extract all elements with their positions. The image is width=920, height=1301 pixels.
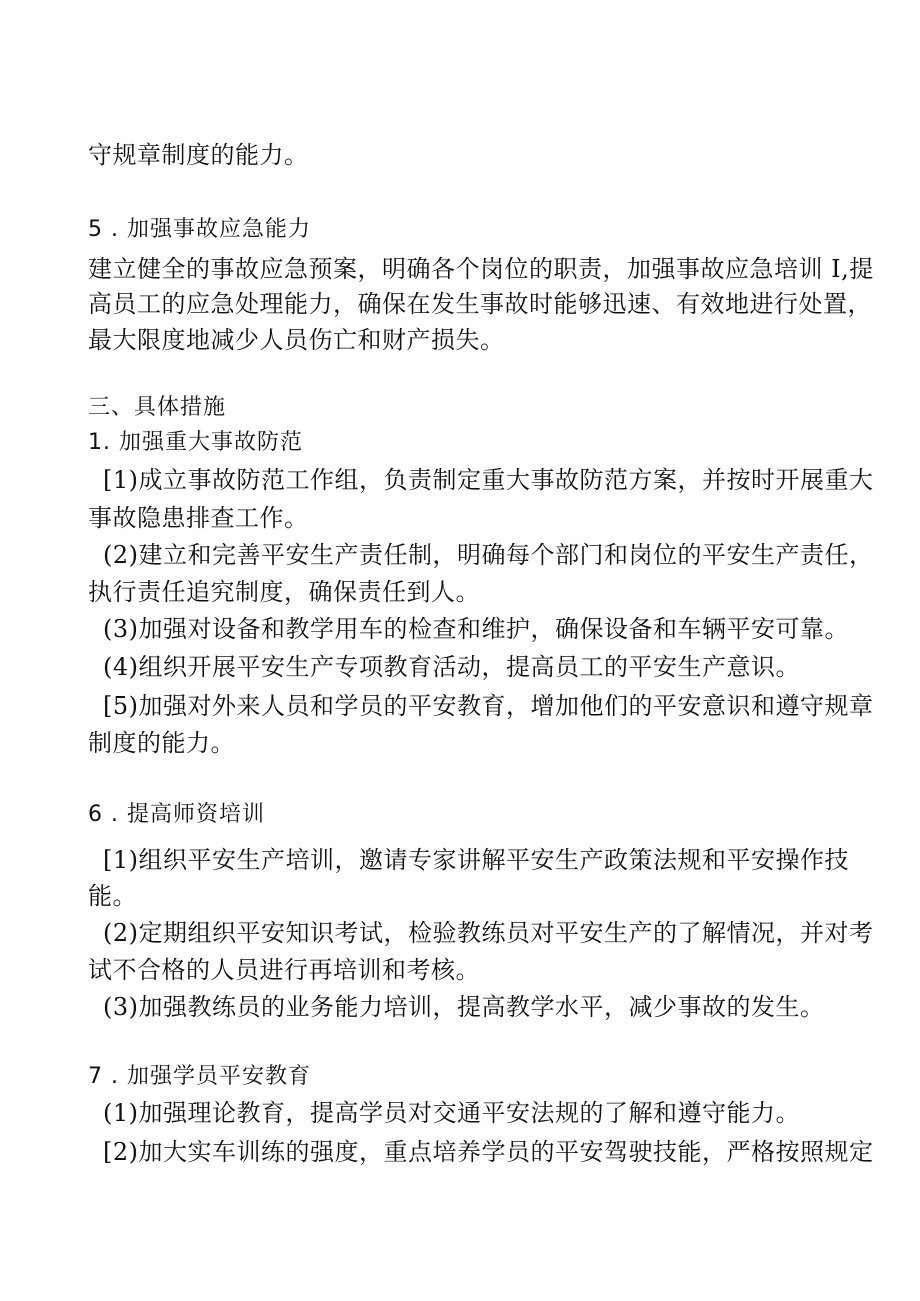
list-item-continuation: 能。 — [88, 882, 137, 910]
paragraph-line: 高员工的应急处理能力，确保在发生事故时能够迅速、有效地进行处置， — [88, 290, 872, 318]
subsection-heading-1: 1. 加强重大事故防范 — [88, 430, 303, 455]
list-item: (4)组织开展平安生产专项教育活动，提高员工的平安生产意识。 — [103, 653, 800, 681]
section-heading-3: 三、具体措施 — [88, 395, 227, 420]
paragraph-line: 守规章制度的能力。 — [88, 141, 309, 169]
list-item: (2)建立和完善平安生产责任制，明确每个部门和岗位的平安生产责任， — [103, 541, 874, 569]
paragraph-line: 建立健全的事故应急预案，明确各个岗位的职责，加强事故应急培训 I,提 — [88, 255, 874, 283]
list-item: (1)加强理论教育，提高学员对交通平安法规的了解和遵守能力。 — [103, 1099, 800, 1127]
section-heading-7: 7 . 加强学员平安教育 — [88, 1064, 311, 1089]
list-item: [1)组织平安生产培训，邀请专家讲解平安生产政策法规和平安操作技 — [103, 846, 849, 874]
list-item: [1)成立事故防范工作组，负责制定重大事故防范方案，并按时开展重大 — [103, 466, 874, 494]
list-item-continuation: 执行责任追究制度，确保责任到人。 — [88, 578, 480, 606]
list-item: (3)加强教练员的业务能力培训，提高教学水平，减少事故的发生。 — [103, 993, 825, 1021]
section-heading-5: 5 . 加强事故应急能力 — [88, 217, 311, 242]
list-item-continuation: 试不合格的人员进行再培训和考核。 — [88, 956, 480, 984]
list-item: [2)加大实车训练的强度，重点培养学员的平安驾驶技能，严格按照规定 — [103, 1138, 874, 1166]
list-item-continuation: 事故隐患排查工作。 — [88, 504, 309, 532]
list-item-continuation: 制度的能力。 — [88, 729, 235, 757]
list-item: (2)定期组织平安知识考试，检验教练员对平安生产的了解情况，并对考 — [103, 919, 874, 947]
section-heading-6: 6 . 提高师资培训 — [88, 802, 265, 827]
list-item: [5)加强对外来人员和学员的平安教育，增加他们的平安意识和遵守规章 — [103, 692, 874, 720]
paragraph-line: 最大限度地减少人员伤亡和财产损失。 — [88, 326, 505, 354]
list-item: (3)加强对设备和教学用车的检查和维护，确保设备和车辆平安可靠。 — [103, 615, 849, 643]
